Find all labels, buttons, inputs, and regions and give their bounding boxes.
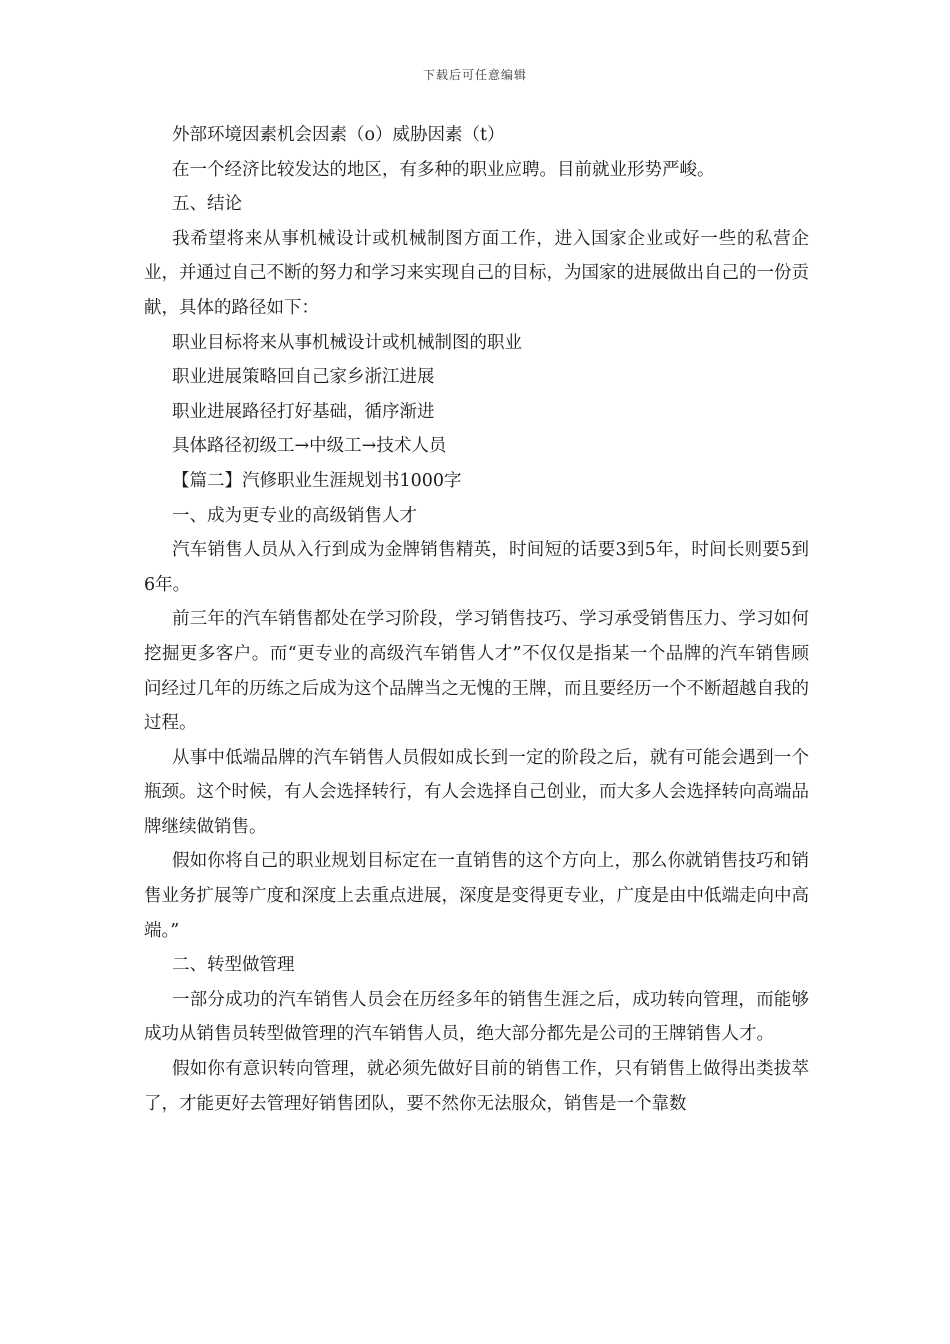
paragraph-career-strategy: 职业进展策略回自己家乡浙江进展	[172, 367, 435, 388]
paragraph-specific-path: 具体路径初级工→中级工→技术人员	[172, 436, 447, 457]
paragraph-sales-timeline: 汽车销售人员从入行到成为金牌销售精英，时间短的话要3到5年，时间长则要5到6年。	[144, 540, 809, 595]
paragraph-management-advice: 假如你有意识转向管理，就必须先做好目前的销售工作，只有销售上做得出类拔萃了，才能更好去管理好销售团队，要不然你无法服众，销售是一个靠数	[144, 1059, 809, 1114]
page-header-note: 下载后可任意编辑	[422, 68, 527, 82]
section-heading-conclusion: 五、结论	[172, 194, 242, 215]
paragraph-career-path: 职业进展路径打好基础，循序渐进	[172, 401, 435, 422]
paragraph-external-factors: 外部环境因素机会因素（o）威胁因素（t）	[172, 125, 505, 145]
paragraph-career-goal: 职业目标将来从事机械设计或机械制图的职业	[172, 332, 522, 353]
paragraph-sales-direction: 假如你将自己的职业规划目标定在一直销售的这个方向上，那么你就销售技巧和销售业务扩展等广度和深度上去重点进展，深度是变得更专业，广度是由中低端走向中高端。”	[144, 851, 809, 941]
section-heading-management: 二、转型做管理	[172, 955, 295, 976]
section-heading-part-two: 【篇二】汽修职业生涯规划书1000字	[172, 470, 462, 491]
paragraph-employment-situation: 在一个经济比较发达的地区，有多种的职业应聘。目前就业形势严峻。	[172, 159, 715, 180]
paragraph-transition-management: 一部分成功的汽车销售人员会在历经多年的销售生涯之后，成功转向管理，而能够成功从销售员转型做管理的汽车销售人员，绝大部分都先是公司的王牌销售人才。	[144, 989, 809, 1045]
section-heading-professional-sales: 一、成为更专业的高级销售人才	[172, 505, 417, 526]
paragraph-learning-stage: 前三年的汽车销售都处在学习阶段，学习销售技巧、学习承受销售压力、学习如何挖掘更多客户。而“更专业的高级汽车销售人才”不仅仅是指某一个品牌的汽车销售顾问经过几年的历练之后成为这个品牌当之无愧的王牌，而且要经历一个不断超越自我的过程。	[144, 609, 809, 734]
paragraph-bottleneck: 从事中低端品牌的汽车销售人员假如成长到一定的阶段之后，就有可能会遇到一个瓶颈。这个时候，有人会选择转行，有人会选择自己创业，而大多人会选择转向高端品牌继续做销售。	[144, 747, 809, 837]
document-body	[144, 118, 809, 1121]
paragraph-career-hope: 我希望将来从事机械设计或机械制图方面工作，进入国家企业或好一些的私营企业，并通过自己不断的努力和学习来实现自己的目标，为国家的进展做出自己的一份贡献，具体的路径如下：	[144, 228, 809, 318]
